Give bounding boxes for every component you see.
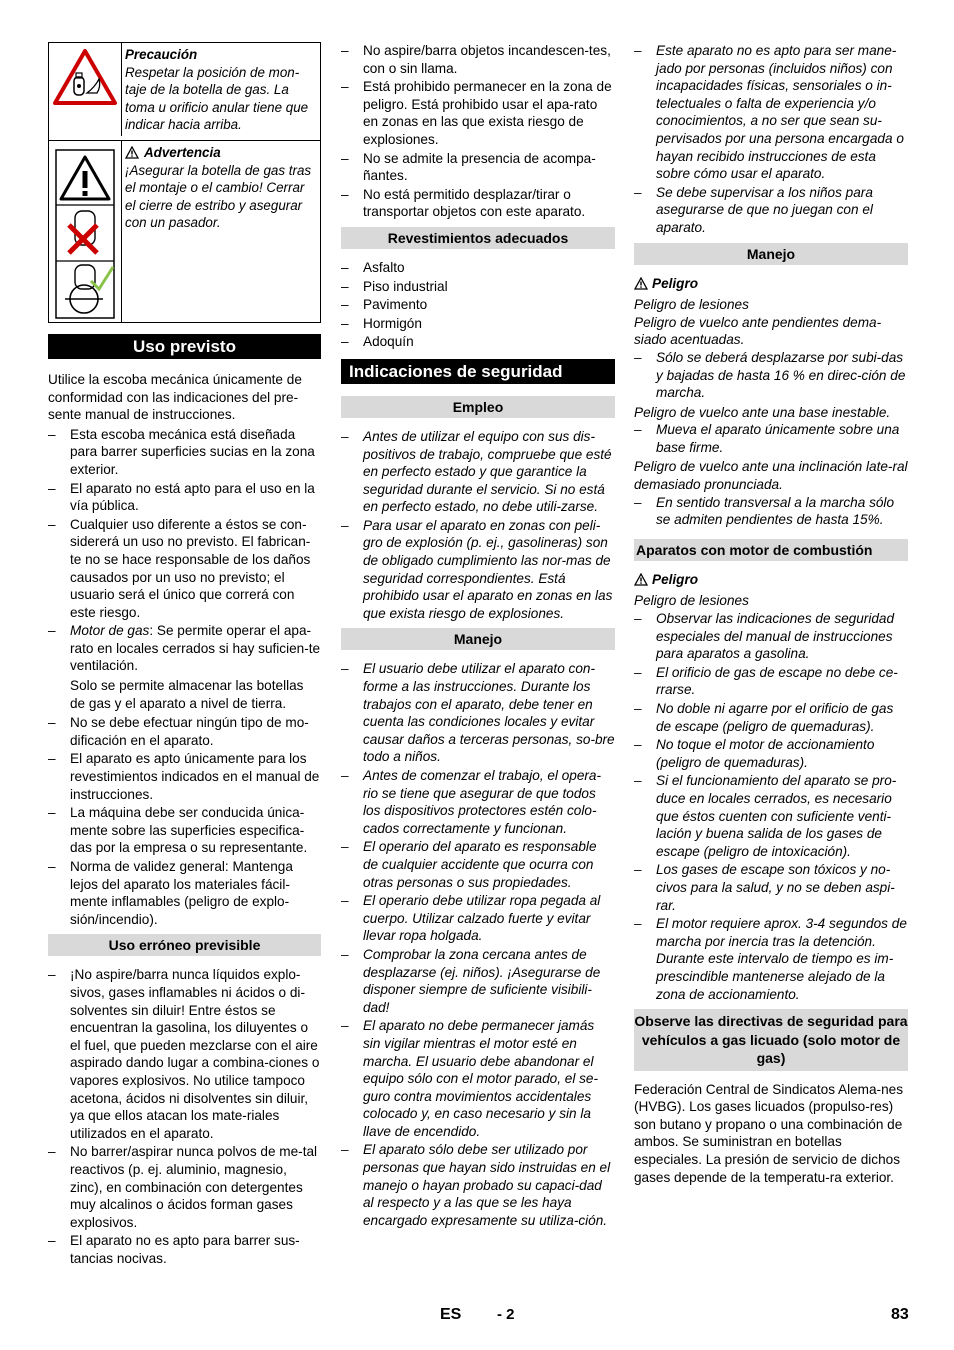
list-item: – Si el funcionamiento del aparato se pro-duce en locales cerrados, es necesario que éstos cuenten con suficiente venti-lación y buena salida de los gases de escape (peligro de intoxicación).	[634, 772, 908, 860]
handling-list-continued	[634, 42, 908, 237]
list-item: – No se admite la presencia de acompa-ñantes.	[341, 150, 615, 185]
list-item: – Comprobar la zona cercana antes de desplazarse (ej. niños). ¡Asegurarse de disponer siempre de suficiente visibili-dad!	[341, 946, 615, 1016]
tip-lateral: Peligro de vuelco ante una inclinación late-ral demasiado pronunciada.	[634, 459, 908, 493]
list-item: – No se debe efectuar ningún tipo de mo-dificación en el aparato.	[48, 714, 321, 749]
list-item: – Adoquín	[341, 333, 615, 351]
intended-use-list	[48, 426, 321, 675]
combustion-list	[634, 610, 908, 1003]
list-item: – En sentido transversal a la marcha sólo se admiten pendientes de hasta 15%.	[634, 494, 908, 529]
misuse-list-continued	[341, 42, 615, 221]
list-item: – El aparato no debe permanecer jamás sin vigilar mientras el motor esté en marcha. El usuario debe abandonar el equipo sólo con el motor parado, el se-guro contra movimientos accidentales colocado y, en caso necesario y sin la llave de encendido.	[341, 1017, 615, 1140]
footer-language: ES	[440, 1306, 462, 1323]
column-2	[341, 42, 615, 1231]
gas-engine-text: : Se permite operar el apa-rato en locales cerrados si hay suficien-te ventilación.	[70, 623, 321, 674]
list-item: – El aparato no es apto para barrer sus-tancias nocivas.	[48, 1232, 321, 1267]
list-item: – El orificio de gas de escape no debe ce-rrarse.	[634, 664, 908, 699]
gas-storage-note: Solo se permite almacenar las botellas de gas y el aparato a nivel de tierra.	[70, 678, 304, 711]
list-item: – Asfalto	[341, 259, 615, 277]
list-item: – Sólo se deberá desplazarse por subi-das y bajadas de hasta 16 % en direc-ción de marcha.	[634, 349, 908, 402]
list-item: – La máquina debe ser conducida única-mente sobre las superficies especifica-das por la empresa o su representante.	[48, 804, 321, 857]
handling-list	[341, 660, 615, 1229]
list-item: – No aspire/barra objetos incandescen-tes, con o sin llama.	[341, 42, 615, 77]
lpg-heading: Observe las directivas de seguridad para vehículos a gas licuado (solo motor de gas)	[634, 1009, 908, 1071]
tip-base: Peligro de vuelco ante una base inestable.	[634, 404, 891, 420]
caution-box	[48, 42, 321, 323]
caution-text-block	[122, 43, 320, 140]
surfaces-list	[341, 259, 615, 351]
caution-text: Respetar la posición de mon-taje de la botella de gas. La toma u orificio anular tiene que indicar hacia arriba.	[125, 64, 309, 133]
list-item: – ¡No aspire/barra nunca líquidos explo-sivos, gases inflamables ni ácidos o di-solventes sin diluir! Entre éstos se encuentran la gasolina, los diluyentes o el fuel, que pueden mezclarse con el aire aspirado dando lugar a combina-ciones o vapores explosivos. No utilice tampoco acetona, ácidos ni disolventes sin diluir, ya que ellos atacan los mate-riales utilizados en el aparato.	[48, 966, 321, 1142]
footer-section-page: - 2	[497, 1306, 515, 1323]
danger-label-row	[634, 275, 908, 293]
list-item: – El motor requiere aprox. 3-4 segundos de marcha por inercia tras la detención. Durante este intervalo de tiempo es im-prescindible mantenerse alejado de la zona de accionamiento.	[634, 915, 908, 1003]
warning-text: ¡Asegurar la botella de gas tras el montaje o el cambio! Cerrar el cierre de estribo y asegurar con un pasador.	[125, 162, 312, 231]
use-heading: Empleo	[341, 396, 615, 418]
list-item: – Los gases de escape son tóxicos y no-civos para la salud, y no se deben aspi-rar.	[634, 861, 908, 914]
use-list	[341, 428, 615, 623]
safety-heading: Indicaciones de seguridad	[341, 359, 615, 384]
list-item: – Observar las indicaciones de seguridad especiales del manual de instrucciones para aparatos a gasolina.	[634, 610, 908, 663]
tip-base-list	[634, 421, 908, 456]
handling-heading-2: Manejo	[634, 243, 908, 265]
list-item: – Hormigón	[341, 315, 615, 333]
tip-slopes: Peligro de vuelco ante pendientes dema-siado acentuadas.	[634, 314, 882, 348]
list-item: – Este aparato no es apto para ser mane-jado por personas (incluidos niños) con incapacidades físicas, sensoriales o in-telectuales o falta de experiencia y/o conocimientos, a no ser que sean su-pervisados por una persona encargada o hayan recibido instrucciones de esta sobre cómo usar el aparato.	[634, 42, 908, 183]
list-item: – Antes de comenzar el trabajo, el opera-rio se tiene que asegurar de que todos los dispositivos protectores estén colo-cados correctamente y funcionan.	[341, 767, 615, 837]
list-item: – Mueva el aparato únicamente sobre una base firme.	[634, 421, 908, 456]
intended-use-list-2	[48, 714, 321, 928]
list-item: – No toque el motor de accionamiento (peligro de quemaduras).	[634, 736, 908, 771]
danger-label: Peligro	[652, 275, 699, 291]
misuse-list	[48, 966, 321, 1267]
warning-triangle-icon	[634, 277, 648, 290]
surfaces-heading: Revestimientos adecuados	[341, 227, 615, 249]
list-item: – El usuario debe utilizar el aparato con-forme a las instrucciones. Durante los trabajos con el aparato, debe tener en cuenta las condiciones locales y evitar causar daños a terceras personas, so-bre todo a niños.	[341, 660, 615, 766]
warning-text-block	[122, 140, 320, 322]
list-item: – Está prohibido permanecer en la zona de peligro. Está prohibido usar el apa-rato en zonas en las que exista riesgo de explosiones.	[341, 78, 615, 148]
list-item: – El aparato sólo debe ser utilizado por personas que hayan sido instruidas en el manejo o hayan probado su capaci-dad al respecto y a las que se les haya encargado expresamente su utiliza-ción.	[341, 1141, 615, 1229]
tip-slopes-list	[634, 349, 908, 402]
list-item: – El aparato no está apto para el uso en la vía pública.	[48, 480, 321, 515]
list-item: – Antes de utilizar el equipo con sus dis-positivos de trabajo, compruebe que esté en perfecto estado y que garantice la seguridad durante el servicio. Si no está en perfecto estado, no debe utili-zarse.	[341, 428, 615, 516]
danger-label: Peligro	[652, 571, 699, 587]
warning-triangle-icon	[125, 146, 139, 159]
lpg-text: Federación Central de Sindicatos Alema-nes (HVBG). Los gases licuados (propulso-res) son butano y propano o una combinación de ambos. Se suministran en botellas especiales. La presión de servicio de dichos gases depende de la temperatu-ra exterior.	[634, 1081, 904, 1185]
intended-use-heading: Uso previsto	[48, 334, 321, 359]
list-item: – No barrer/aspirar nunca polvos de me-tal reactivos (p. ej. aluminio, magnesio, zinc), en combinación con detergentes muy alcalinos o ácidos forman gases explosivos.	[48, 1143, 321, 1231]
intended-use-intro: Utilice la escoba mecánica únicamente de conformidad con las indicaciones del pre-sente manual de instrucciones.	[48, 371, 302, 423]
warning-triangle-icon	[634, 573, 648, 586]
gas-engine-label: Motor de gas	[70, 623, 150, 639]
column-1	[48, 42, 321, 1269]
injury-hazard: Peligro de lesiones	[634, 297, 749, 313]
list-item: – El operario del aparato es responsable de cualquier accidente que ocurra con otras personas o sus propiedades.	[341, 838, 615, 891]
list-item: – Para usar el aparato en zonas con peli-gro de explosión (p. ej., gasolineras) son de obligado cumplimiento las nor-mas de seguridad correspondientes. Está prohibido usar el aparato en zonas en las que exista riesgo de explosiones.	[341, 517, 615, 623]
gas-bottle-position-icon	[51, 43, 119, 113]
list-item: – Norma de validez general: Mantenga lejos del aparato los materiales fácil-mente inflamables (peligro de explo-sión/incendio).	[48, 858, 321, 928]
list-item: – Piso industrial	[341, 278, 615, 296]
misuse-heading: Uso erróneo previsible	[48, 934, 321, 956]
list-item: – Pavimento	[341, 296, 615, 314]
list-item: – No está permitido desplazar/tirar o transportar objetos con este aparato.	[341, 186, 615, 221]
warning-title: Advertencia	[144, 144, 221, 160]
combustion-heading: Aparatos con motor de combustión	[634, 539, 908, 561]
danger-label-row-2	[634, 571, 908, 589]
list-item: – Se debe supervisar a los niños para asegurarse de que no juegan con el aparato.	[634, 184, 908, 237]
list-item: – No doble ni agarre por el orificio de gas de escape (peligro de quemaduras).	[634, 700, 908, 735]
list-item	[48, 622, 321, 675]
list-item: – El aparato es apto únicamente para los revestimientos indicados en el manual de instrucciones.	[48, 750, 321, 803]
bottle-secure-icon	[55, 149, 115, 319]
caution-title: Precaución	[125, 47, 198, 62]
injury-hazard-2: Peligro de lesiones	[634, 593, 749, 609]
list-item: – El operario debe utilizar ropa pegada al cuerpo. Utilizar calzado fuerte y evitar llevar ropa holgada.	[341, 892, 615, 945]
caution-pictogram	[49, 43, 122, 136]
footer-page-number: 83	[891, 1306, 909, 1323]
warning-pictograms	[49, 140, 122, 322]
list-item: – Esta escoba mecánica está diseñada para barrer superficies sucias en la zona exterior.	[48, 426, 321, 479]
tip-lateral-list	[634, 494, 908, 529]
handling-heading: Manejo	[341, 628, 615, 650]
column-3	[634, 42, 908, 1188]
list-item: – Cualquier uso diferente a éstos se con-sidererá un uso no previsto. El fabrican-te no se hace responsable de los daños causados por un uso no previsto; el usuario será el único que correrá con este riesgo.	[48, 516, 321, 622]
